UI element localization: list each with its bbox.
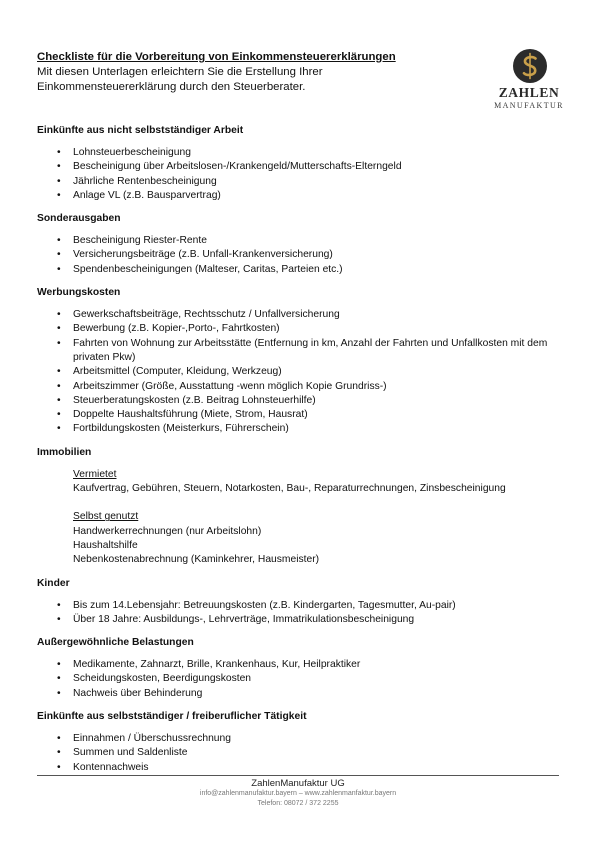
- bullet-icon: •: [57, 263, 61, 275]
- spacer: [73, 496, 567, 510]
- list-item-text: Jährliche Rentenbescheinigung: [73, 175, 217, 187]
- bullet-icon: •: [57, 147, 61, 158]
- bullet-icon: •: [57, 673, 61, 685]
- list-item-text: Bis zum 14.Lebensjahr: Betreuungskosten (z.B. Kindergarten, Tagesmutter, Au-pair): [73, 599, 456, 611]
- footer-company: ZahlenManufaktur UG: [251, 778, 345, 789]
- bullet-icon: •: [57, 235, 61, 247]
- selbst-genutzt-line: Nebenkostenabrechnung (Kaminkehrer, Hausmeister): [73, 554, 320, 566]
- list-item: [37, 380, 567, 394]
- list-item-text: Arbeitszimmer (Größe, Ausstattung -wenn möglich Kopie Grundriss-): [73, 380, 387, 392]
- list-item: [37, 308, 567, 322]
- bullet-icon: •: [57, 189, 61, 201]
- bullet-icon: •: [57, 249, 61, 261]
- list-item: [37, 365, 567, 379]
- list-item: [37, 263, 567, 277]
- bullet-icon: •: [57, 161, 61, 173]
- bullet-icon: •: [57, 175, 61, 187]
- list-item-text: Spendenbescheinigungen (Malteser, Caritas, Parteien etc.): [73, 263, 343, 275]
- footer-phone: Telefon: 08072 / 372 2255: [257, 800, 339, 807]
- bullet-icon: •: [57, 423, 61, 435]
- vermietet-text: Kaufvertrag, Gebühren, Steuern, Notarkosten, Bau-, Reparaturrechnungen, Zinsbescheinigung: [73, 483, 506, 495]
- footer-divider: [37, 775, 559, 776]
- company-logo: [494, 48, 567, 118]
- bullet-icon: •: [57, 747, 61, 759]
- list-item-text: Einnahmen / Überschussrechnung: [73, 733, 231, 745]
- section-title-belastungen: Außergewöhnliche Belastungen: [37, 637, 194, 649]
- list-item-text: Medikamente, Zahnarzt, Brille, Krankenhaus, Kur, Heilpraktiker: [73, 659, 361, 671]
- list-item-text: Summen und Saldenliste: [73, 747, 188, 759]
- list-item: [37, 599, 567, 613]
- bullet-icon: •: [57, 309, 61, 321]
- list-item-text: Fortbildungskosten (Meisterkurs, Führerschein): [73, 423, 289, 435]
- list-item: [37, 337, 567, 366]
- list-item: [37, 658, 567, 672]
- bullet-icon: •: [57, 599, 61, 611]
- bullet-icon: •: [57, 761, 61, 773]
- list-item-text: Nachweis über Behinderung: [73, 687, 203, 699]
- list-item-text: Steuerberatungskosten (z.B. Beitrag Lohnsteuerhilfe): [73, 394, 316, 406]
- section-title-selbststaendig: Einkünfte aus selbstständiger / freiberuflicher Tätigkeit: [37, 711, 307, 723]
- list-item: [37, 672, 567, 686]
- list-item: [37, 732, 567, 746]
- list-item: [37, 189, 567, 203]
- checklist-content: [37, 124, 567, 784]
- list-item: [37, 234, 567, 248]
- section-title-immobilien: Immobilien: [37, 446, 92, 458]
- list-item-text: Bewerbung (z.B. Kopier-,Porto-, Fahrtkosten): [73, 323, 280, 335]
- list-item-text: Anlage VL (z.B. Bausparvertrag): [73, 189, 221, 201]
- list-item: [37, 146, 567, 160]
- list-item: [37, 160, 567, 174]
- bullet-icon: •: [57, 733, 61, 745]
- bullet-icon: •: [57, 394, 61, 406]
- list-item-text: Bescheinigung über Arbeitslosen-/Krankengeld/Mutterschafts-Elterngeld: [73, 161, 402, 173]
- logo-brand-line2: MANUFAKTUR: [494, 101, 564, 110]
- list-item: [37, 248, 567, 262]
- list-einkuenfte: [37, 146, 567, 203]
- list-item-text: Lohnsteuerbescheinigung: [73, 147, 191, 158]
- currency-s-symbol-icon: [512, 48, 548, 84]
- list-item-text: Arbeitsmittel (Computer, Kleidung, Werkzeug): [73, 366, 282, 378]
- list-item: [37, 408, 567, 422]
- list-item: [37, 322, 567, 336]
- list-item-text: Bescheinigung Riester-Rente: [73, 235, 207, 247]
- list-item: [37, 422, 567, 436]
- immobilien-details: [73, 468, 567, 568]
- section-title-einkuenfte: Einkünfte aus nicht selbstständiger Arbeit: [37, 125, 244, 136]
- bullet-icon: •: [57, 366, 61, 378]
- list-item-text: Versicherungsbeiträge (z.B. Unfall-Krankenversicherung): [73, 249, 333, 261]
- list-item: [37, 687, 567, 701]
- section-title-sonderausgaben: Sonderausgaben: [37, 213, 121, 225]
- footer-contact: info@zahlenmanufaktur.bayern – www.zahlenmanfaktur.bayern: [199, 790, 397, 797]
- bullet-icon: •: [57, 337, 61, 349]
- bullet-icon: •: [57, 613, 61, 625]
- vermietet-label: Vermietet: [73, 468, 117, 480]
- selbst-genutzt-line: Haushaltshilfe: [73, 539, 138, 551]
- list-item: [37, 175, 567, 189]
- list-item-text: Scheidungskosten, Beerdigungskosten: [73, 673, 252, 685]
- list-item: [37, 761, 567, 775]
- list-selbststaendig: [37, 732, 567, 775]
- document-title: Checkliste für die Vorbereitung von Einkommensteuererklärungen: [37, 51, 396, 63]
- bullet-icon: •: [57, 409, 61, 421]
- selbst-genutzt-label: Selbst genutzt: [73, 511, 139, 523]
- list-item-text: Kontennachweis: [73, 761, 149, 773]
- list-werbungskosten: [37, 308, 567, 437]
- list-item-text: Fahrten von Wohnung zur Arbeitsstätte (Entfernung in km, Anzahl der Fahrten und Unfallkosten mit dem privaten Pkw): [73, 337, 548, 363]
- intro-text: Mit diesen Unterlagen erleichtern Sie die Erstellung Ihrer Einkommensteuererklärung durch den Steuerberater.: [37, 66, 323, 93]
- list-kinder: [37, 599, 567, 628]
- list-item: [37, 394, 567, 408]
- bullet-icon: •: [57, 659, 61, 671]
- list-belastungen: [37, 658, 567, 701]
- list-item-text: Doppelte Haushaltsführung (Miete, Strom, Hausrat): [73, 409, 308, 421]
- section-title-kinder: Kinder: [37, 577, 70, 589]
- list-item: [37, 613, 567, 627]
- list-item-text: Über 18 Jahre: Ausbildungs-, Lehrverträge, Immatrikulationsbescheinigung: [73, 613, 415, 625]
- section-title-werbungskosten: Werbungskosten: [37, 287, 121, 299]
- bullet-icon: •: [57, 323, 61, 335]
- list-item: [37, 746, 567, 760]
- bullet-icon: •: [57, 687, 61, 699]
- bullet-icon: •: [57, 380, 61, 392]
- list-item-text: Gewerkschaftsbeiträge, Rechtsschutz / Unfallversicherung: [73, 309, 340, 321]
- logo-brand-line1: ZAHLEN: [498, 85, 560, 100]
- selbst-genutzt-line: Handwerkerrechnungen (nur Arbeitslohn): [73, 525, 262, 537]
- list-sonderausgaben: [37, 234, 567, 277]
